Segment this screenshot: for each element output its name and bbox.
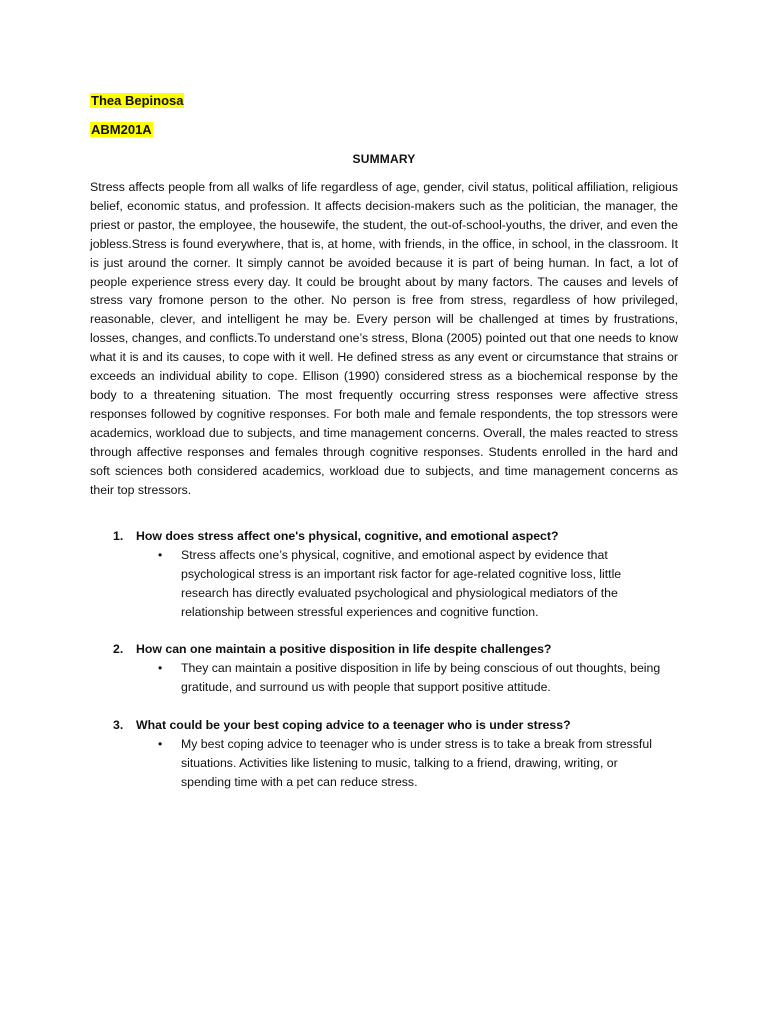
- author-name: [90, 92, 184, 110]
- bullet-icon: •: [158, 661, 163, 675]
- summary-paragraph: Stress affects people from all walks of life regardless of age, gender, civil status, political affiliation, religious belief, economic status, and profession. It affects decision-makers such as the politician, the manager, the priest or pastor, the employee, the housewife, the student, the out-of-school-youths, the driver, and even the jobless.Stress is found everywhere, that is, at home, with friends, in the office, in school, in the classroom. It is just around the corner. It simply cannot be avoided because it is part of being human. In fact, a lot of people experience stress every day. It could be brought about by many factors. The causes and levels of stress vary fromone person to the other. No person is free from stress, regardless of how privileged, reasonable, clever, and intelligent he may be. Every person will be challenged at times by frustrations, losses, changes, and conflicts.To understand one’s stress, Blona (2005) pointed out that one needs to know what it is and its causes, to cope with it well. He defined stress as any event or circumstance that strains or exceeds an individual ability to cope. Ellison (1990) considered stress as a biochemical response by the body to a threatening situation. The most frequently occurring stress responses were affective stress responses followed by cognitive responses. For both male and female respondents, the top stressors were academics, workload due to subjects, and time management concerns. Overall, the males reacted to stress through affective responses and females through cognitive responses. Students enrolled in the hard and soft sciences both considered academics, workload due to subjects, and time management concerns as their top stressors.: [90, 180, 678, 497]
- answer-text: They can maintain a positive disposition in life by being conscious of out thoughts, being gratitude, and surround us with people that support positive attitude.: [181, 661, 661, 694]
- answer-text: Stress affects one’s physical, cognitive, and emotional aspect by evidence that psychological stress is an important risk factor for age-related cognitive loss, little research has directly evaluated psychological and physiological mediators of the relationship between stressful experiences and cognitive function.: [181, 548, 622, 619]
- bullet-icon: •: [158, 548, 163, 562]
- class-section-highlight: ABM201A: [91, 122, 152, 137]
- question-text: What could be your best coping advice to a teenager who is under stress?: [136, 718, 571, 732]
- document-title: SUMMARY: [352, 152, 416, 166]
- question-number: 1.: [113, 529, 124, 543]
- question-text: How does stress affect one's physical, cognitive, and emotional aspect?: [136, 529, 559, 543]
- class-section: [90, 121, 153, 139]
- bullet-icon: •: [158, 737, 163, 751]
- question-text: How can one maintain a positive disposition in life despite challenges?: [136, 642, 552, 656]
- author-name-highlight: Thea Bepinosa: [91, 93, 184, 108]
- question-number: 2.: [113, 642, 124, 656]
- answer-text: My best coping advice to teenager who is under stress is to take a break from stressful situations. Activities like listening to music, talking to a friend, drawing, writing, or spending time with a pet can reduce stress.: [181, 737, 652, 789]
- question-number: 3.: [113, 718, 124, 732]
